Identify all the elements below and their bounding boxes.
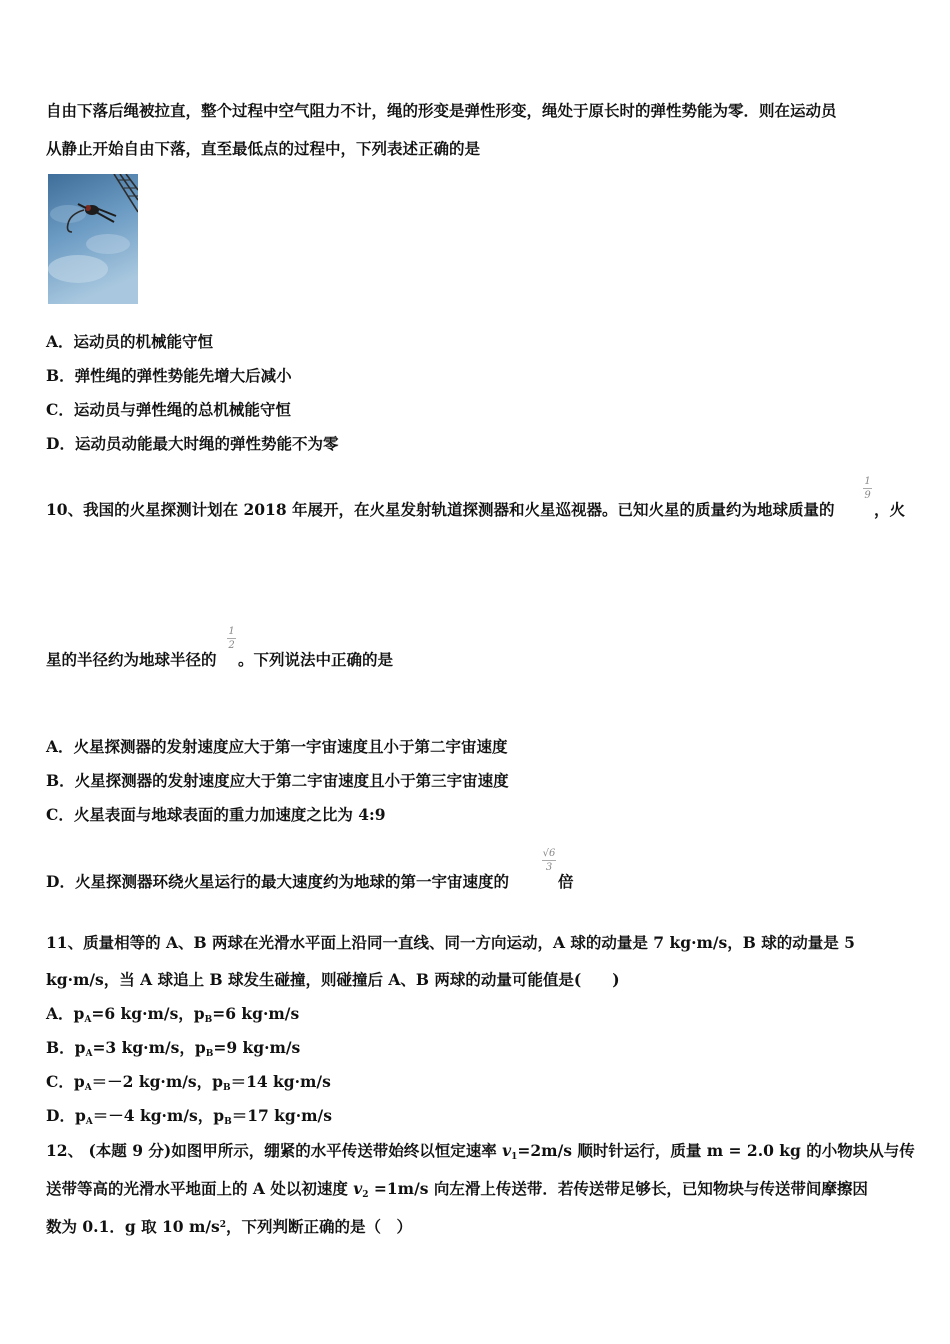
v1-sub: 1 <box>511 1152 518 1162</box>
q12-line3-b: ，下列判断正确的是（ ） <box>226 1217 413 1236</box>
q11-opt-a-pb: =6 kg·m/s <box>212 1004 300 1023</box>
q11-option-b <box>46 1038 300 1064</box>
bungee-jump-photo <box>48 174 138 304</box>
q11-opt-d-label: D． <box>46 1106 75 1125</box>
q9-option-d: D．运动员动能最大时绳的弹性势能不为零 <box>46 434 339 453</box>
q12-line1-b: =2m/s 顺时针运行，质量 m = 2.0 kg 的小物块从与传 <box>517 1141 915 1160</box>
q10-option-a: A．火星探测器的发射速度应大于第一宇宙速度且小于第二宇宙速度 <box>46 737 508 756</box>
q9-text-line1: 自由下落后绳被拉直，整个过程中空气阻力不计，绳的形变是弹性形变，绳处于原长时的弹性势能为零．则在运动员 <box>46 101 837 120</box>
frac3-den: 3 <box>545 862 553 873</box>
q11-opt-b-pb: =9 kg·m/s <box>213 1038 301 1057</box>
p-symbol: p <box>193 1004 205 1023</box>
p-symbol: p <box>213 1106 225 1125</box>
p-symbol: p <box>74 1106 86 1125</box>
sub-b: B <box>224 1117 232 1127</box>
q10-option-d: D．火星探测器环绕火星运行的最大速度约为地球的第一宇宙速度的 <box>46 872 509 891</box>
q11-option-c <box>46 1072 331 1098</box>
q12-line3-sup: 2 <box>219 1220 227 1230</box>
frac3-num: √6 <box>542 848 556 859</box>
sub-b: B <box>222 1083 231 1093</box>
q11-opt-a-label: A． <box>46 1004 74 1023</box>
p-symbol: p <box>194 1038 206 1057</box>
v1-symbol: v <box>502 1141 512 1160</box>
q10-option-b: B．火星探测器的发射速度应大于第二宇宙速度且小于第三宇宙速度 <box>46 771 509 790</box>
q11-opt-d-pa: ＝－4 kg·m/s， <box>92 1106 214 1125</box>
q10-line1-end: ，火 <box>874 500 906 519</box>
q11-option-d <box>46 1106 332 1132</box>
v2-symbol: v <box>353 1179 363 1198</box>
q10-text-line1 <box>46 500 835 520</box>
q12-text-line3 <box>46 1215 412 1237</box>
frac1-num: 1 <box>864 476 871 487</box>
q10-option-c: C．火星表面与地球表面的重力加速度之比为 4:9 <box>46 805 386 824</box>
sub-a: A <box>84 1083 92 1093</box>
q11-option-a <box>46 1004 299 1030</box>
sub-a: A <box>84 1015 92 1025</box>
q12-line2-b: =1m/s 向左滑上传送带．若传送带足够长，已知物块与传送带间摩擦因 <box>368 1179 868 1198</box>
q11-opt-c-pb: ＝14 kg·m/s <box>230 1072 331 1091</box>
q12-line3-a: 数为 0.1．g 取 10 m/s <box>46 1217 220 1236</box>
q10-line1-text: 10、我国的火星探测计划在 2018 年展开，在火星发射轨道探测器和火星巡视器。已知火星的质量约为地球质量的 <box>46 500 835 519</box>
frac2-den: 2 <box>228 640 235 651</box>
q12-line2-a: 送带等高的光滑水平地面上的 A 处以初速度 <box>46 1179 354 1198</box>
q9-option-c: C．运动员与弹性绳的总机械能守恒 <box>46 400 291 419</box>
frac1-den: 9 <box>864 490 871 501</box>
q10-fraction-one-half <box>227 626 236 651</box>
q9-option-a: A．运动员的机械能守恒 <box>46 332 214 351</box>
q10-text-line2: 星的半径约为地球半径的 <box>46 650 217 669</box>
frac2-num: 1 <box>228 626 235 637</box>
v2-sub: 2 <box>362 1190 369 1200</box>
p-symbol: p <box>74 1038 86 1057</box>
q10-fraction-one-ninth <box>863 476 872 501</box>
q11-opt-c-pa: ＝－2 kg·m/s， <box>91 1072 213 1091</box>
q11-opt-b-label: B． <box>46 1038 75 1057</box>
q10-fraction-sqrt6-over-3 <box>542 848 556 873</box>
q11-text-line2: kg·m/s，当 A 球追上 B 球发生碰撞，则碰撞后 A、B 两球的动量可能值是( ) <box>46 970 620 989</box>
q10-option-d-end: 倍 <box>558 872 574 891</box>
p-symbol: p <box>212 1072 223 1091</box>
p-symbol: p <box>73 1072 85 1091</box>
q12-line1-a: 12、 (本题 9 分)如图甲所示，绷紧的水平传送带始终以恒定速率 <box>46 1141 503 1160</box>
sub-a: A <box>85 1117 93 1127</box>
sub-a: A <box>85 1049 93 1059</box>
p-symbol: p <box>73 1004 85 1023</box>
q11-text-line1: 11、质量相等的 A、B 两球在光滑水平面上沿同一直线、同一方向运动，A 球的动量是 7 kg·m/s，B 球的动量是 5 <box>46 933 855 952</box>
q9-text-line2: 从静止开始自由下落，直至最低点的过程中，下列表述正确的是 <box>46 139 481 158</box>
sub-b: B <box>205 1049 214 1059</box>
q9-option-b: B．弹性绳的弹性势能先增大后减小 <box>46 366 292 385</box>
q12-text-line2 <box>46 1179 868 1205</box>
q10-line2-end: 。下列说法中正确的是 <box>238 650 394 669</box>
q11-opt-a-pa: =6 kg·m/s， <box>91 1004 194 1023</box>
q11-opt-d-pb: ＝17 kg·m/s <box>231 1106 332 1125</box>
q12-text-line1 <box>46 1141 915 1167</box>
q11-opt-c-label: C． <box>46 1072 74 1091</box>
q11-opt-b-pa: =3 kg·m/s， <box>92 1038 195 1057</box>
sub-b: B <box>204 1015 213 1025</box>
